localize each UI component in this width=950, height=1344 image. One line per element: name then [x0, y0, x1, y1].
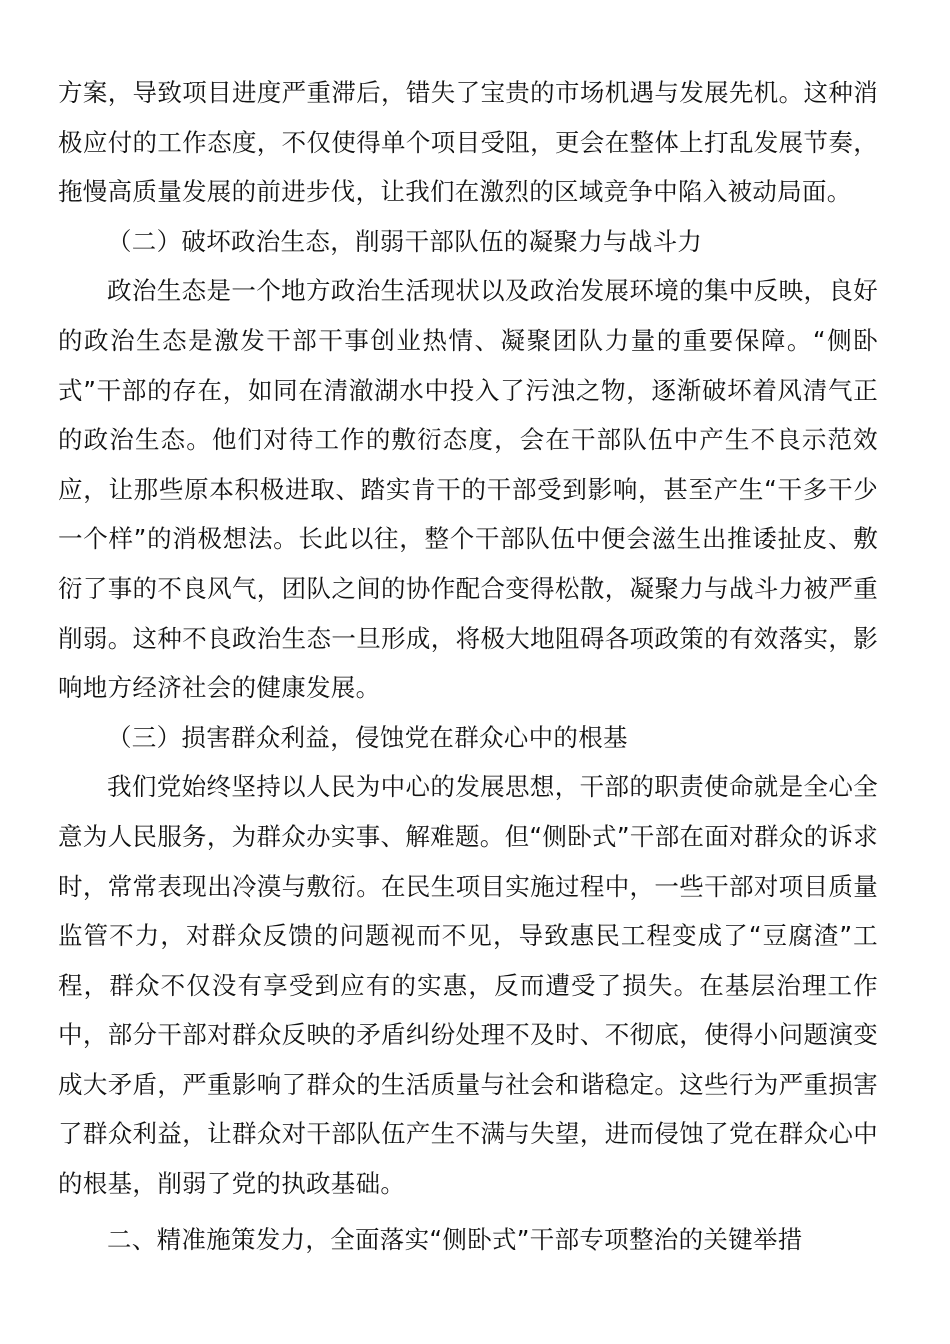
subheading-political-ecology: （二）破坏政治生态，削弱干部队伍的凝聚力与战斗力 — [107, 226, 703, 256]
document-body — [58, 68, 878, 1264]
subheading-public-interest: （三）损害群众利益，侵蚀党在群众心中的根基 — [107, 722, 628, 752]
paragraph-public-interest: 我们党始终坚持以人民为中心的发展思想，干部的职责使命就是全心全意为人民服务，为群众办实事、解难题。但“侧卧式”干部在面对群众的诉求时，常常表现出冷漠与敷衍。在民生项目实施过程中，一些干部对项目质量监管不力，对群众反馈的问题视而不见，导致惠民工程变成了“豆腐渣”工程，群众不仅没有享受到应有的实惠，反而遭受了损失。在基层治理工作中，部分干部对群众反映的矛盾纠纷处理不及时、不彻底，使得小问题演变成大矛盾，严重影响了群众的生活质量与社会和谐稳定。这些行为严重损害了群众利益，让群众对干部队伍产生不满与失望，进而侵蚀了党在群众心中的根基，削弱了党的执政基础。 — [58, 772, 878, 1199]
paragraph-continued: 方案，导致项目进度严重滞后，错失了宝贵的市场机遇与发展先机。这种消极应付的工作态度，不仅使得单个项目受阻，更会在整体上打乱发展节奏，拖慢高质量发展的前进步伐，让我们在激烈的区域竞争中陷入被动局面。 — [58, 78, 878, 207]
section-heading-measures: 二、精准施策发力，全面落实“侧卧式”干部专项整治的关键举措 — [107, 1224, 803, 1254]
paragraph-political-ecology: 政治生态是一个地方政治生活现状以及政治发展环境的集中反映，良好的政治生态是激发干部干事创业热情、凝聚团队力量的重要保障。“侧卧式”干部的存在，如同在清澈湖水中投入了污浊之物，逐渐破坏着风清气正的政治生态。他们对待工作的敷衍态度，会在干部队伍中产生不良示范效应，让那些原本积极进取、踏实肯干的干部受到影响，甚至产生“干多干少一个样”的消极想法。长此以往，整个干部队伍中便会滋生出推诿扯皮、敷衍了事的不良风气，团队之间的协作配合变得松散，凝聚力与战斗力被严重削弱。这种不良政治生态一旦形成，将极大地阻碍各项政策的有效落实，影响地方经济社会的健康发展。 — [58, 276, 878, 703]
